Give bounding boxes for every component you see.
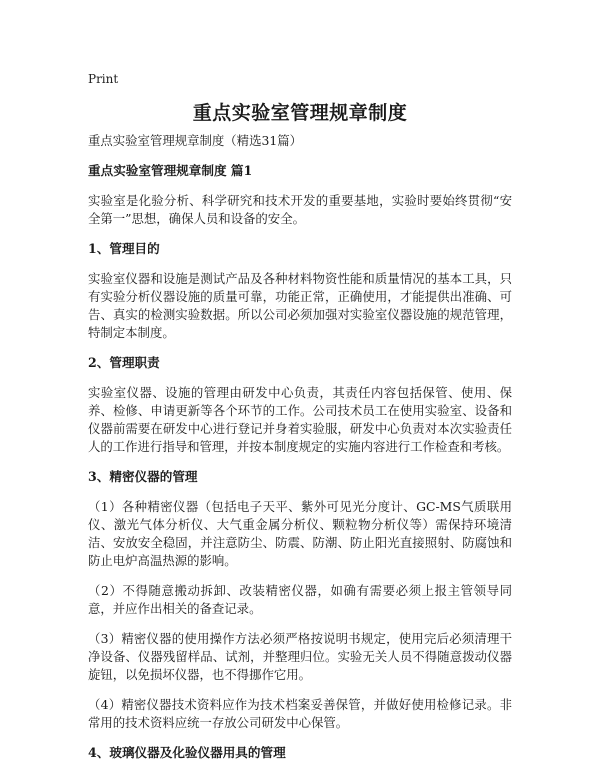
paragraph-management-duties: 实验室仪器、设施的管理由研发中心负责，其责任内容包括保管、使用、保养、检修、申请更新等各个环节的工作。公司技术员工在使用实验室、设备和仪器前需要在研发中心进行登记并身着实验服，研发中心负责对本次实验责任人的工作进行指导和管理，并按本制度规定的实施内容进行工作检查和考核。	[88, 385, 512, 454]
list-item: （3）精密仪器的使用操作方法必须严格按说明书规定，使用完后必须清理干净设备、仪器残留样品、试剂，并整理归位。实验无关人员不得随意拨动仪器旋钮，以免损坏仪器，也不得挪作它用。	[88, 631, 512, 682]
heading-precision-instruments: 3、精密仪器的管理	[88, 469, 198, 484]
list-item: （4）精密仪器技术资料应作为技术档案妥善保管，并做好使用检修记录。非常用的技术资料应统一存放公司研发中心保管。	[88, 697, 512, 730]
heading-management-duties: 2、管理职责	[88, 355, 160, 370]
document-body	[88, 132, 512, 762]
print-label[interactable]: Print	[88, 72, 119, 86]
intro-paragraph: 实验室是化验分析、科学研究和技术开发的重要基地，实验时要始终贯彻“安全第一”思想，确保人员和设备的安全。	[88, 193, 512, 226]
paragraph-management-purpose: 实验室仪器和设施是测试产品及各种材料物资性能和质量情况的基本工具，只有实验分析仪器设施的质量可靠，功能正常，正确使用，才能提供出准确、可告、真实的检测实验数据。所以公司必须加强对实验室仪器设施的规范管理，特制定本制度。	[88, 271, 512, 340]
list-item: （1）各种精密仪器（包括电子天平、紫外可见光分度计、GC-MS气质联用仪、激光气体分析仪、大气重金属分析仪、颗粒物分析仪等）需保持环境清洁、安放安全稳固，并注意防尘、防震、防潮、防止阳光直接照射、防腐蚀和防止电炉高温热源的影响。	[88, 499, 512, 568]
page-title: 重点实验室管理规章制度	[192, 102, 408, 124]
list-item: （2）不得随意搬动拆卸、改装精密仪器，如确有需要必须上报主管领导同意，并应作出相关的备查记录。	[88, 583, 512, 616]
heading-management-purpose: 1、管理目的	[88, 241, 160, 256]
document-subtitle: 重点实验室管理规章制度（精选31篇）	[88, 133, 303, 148]
heading-glassware: 4、玻璃仪器及化验仪器用具的管理	[88, 745, 286, 760]
section-title: 重点实验室管理规章制度 篇1	[88, 163, 253, 178]
